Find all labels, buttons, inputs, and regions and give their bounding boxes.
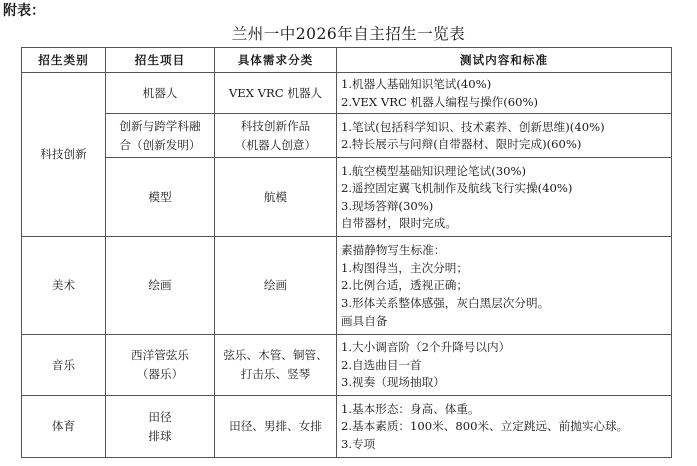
need-line: （机器人创意）	[234, 137, 317, 152]
standard-line: 1.大小调音阶（2个升降号以内）	[341, 340, 511, 355]
table-row	[22, 158, 672, 237]
admission-table	[21, 47, 672, 458]
standard-line: 1.笔试(包括科学知识、技术素养、创新思维)(40%)	[341, 119, 605, 134]
table-row	[22, 237, 672, 335]
project-line: 创新与跨学科融	[119, 118, 201, 133]
project-line: 机器人	[142, 85, 178, 100]
header-category: 招生类别	[22, 48, 106, 73]
standard-line: 1.航空模型基础知识理论笔试(30%)	[341, 163, 527, 178]
table-header-row	[22, 48, 672, 73]
standards-cell	[337, 158, 672, 237]
project-cell	[106, 396, 215, 458]
standard-line: 1.机器人基础知识笔试(40%)	[341, 77, 492, 91]
table-row	[22, 396, 672, 458]
header-need: 具体需求分类	[215, 48, 337, 73]
standard-line: 3.专项	[341, 436, 376, 451]
need-line: 弦乐、木管、铜管、	[223, 348, 328, 363]
need-cell	[215, 73, 337, 114]
standards-cell	[337, 237, 672, 335]
standard-line: 2.VEX VRC 机器人编程与操作(60%)	[341, 94, 539, 109]
standard-line: 3.现场答辩(30%)	[341, 198, 434, 213]
project-line: （器乐）	[136, 367, 184, 382]
standard-line: 1.基本形态：身高、体重。	[341, 401, 480, 416]
header-standards: 测试内容和标准	[337, 48, 672, 73]
need-line: 航模	[263, 189, 288, 204]
attachment-label: 附表：	[3, 3, 45, 19]
category-sports: 体育	[22, 396, 106, 458]
need-line: 科技创新作品	[240, 118, 311, 133]
project-line: 田径	[148, 409, 172, 424]
standard-line: 3.视奏（现场抽取）	[341, 375, 445, 390]
standards-cell	[337, 114, 672, 158]
category-music: 音乐	[22, 335, 106, 396]
need-line: VEX VRC 机器人	[228, 85, 323, 100]
document-title: 兰州一中2026年自主招生一览表	[231, 25, 466, 43]
need-cell	[215, 114, 337, 158]
standard-line: 2.基本素质：100米、800米、立定跳远、前抛实心球。	[341, 419, 629, 434]
project-line: 绘画	[148, 278, 172, 293]
project-cell	[106, 237, 215, 335]
need-cell	[215, 237, 337, 335]
standard-line: 画具自备	[341, 313, 388, 328]
project-cell	[106, 114, 215, 158]
standard-line: 3.形体关系整体感强，灰白黑层次分明。	[341, 295, 550, 310]
table-row	[22, 114, 672, 158]
standard-line: 2.特长展示与问辩(自带器材、限时完成)(60%)	[341, 137, 582, 152]
project-line: 模型	[148, 189, 172, 204]
project-cell	[106, 158, 215, 237]
project-line: 西洋管弦乐	[131, 348, 189, 363]
need-cell	[215, 158, 337, 237]
project-line: 排球	[148, 428, 172, 443]
table-row	[22, 73, 672, 114]
need-cell	[215, 335, 337, 396]
need-line: 绘画	[263, 278, 288, 293]
table-row	[22, 335, 672, 396]
standard-line: 2.遥控固定翼飞机制作及航线飞行实操(40%)	[341, 181, 573, 196]
need-line: 田径、男排、女排	[229, 419, 322, 434]
standards-cell	[337, 73, 672, 114]
need-cell	[215, 396, 337, 458]
project-cell	[106, 73, 215, 114]
project-line: 合（创新发明）	[119, 137, 201, 152]
standard-line: 自带器材，限时完成。	[341, 216, 457, 231]
category-art: 美术	[22, 237, 106, 335]
header-project: 招生项目	[106, 48, 215, 73]
standard-line: 2.自选曲目一首	[341, 357, 422, 372]
standard-line: 1.构图得当，主次分明；	[341, 260, 468, 275]
standards-cell	[337, 396, 672, 458]
category-tech: 科技创新	[22, 73, 106, 237]
standard-line: 2.比例合适，透视正确；	[341, 278, 468, 293]
standard-line: 素描静物写生标准：	[341, 243, 446, 258]
need-line: 打击乐、竖琴	[240, 367, 311, 382]
standards-cell	[337, 335, 672, 396]
project-cell	[106, 335, 215, 396]
